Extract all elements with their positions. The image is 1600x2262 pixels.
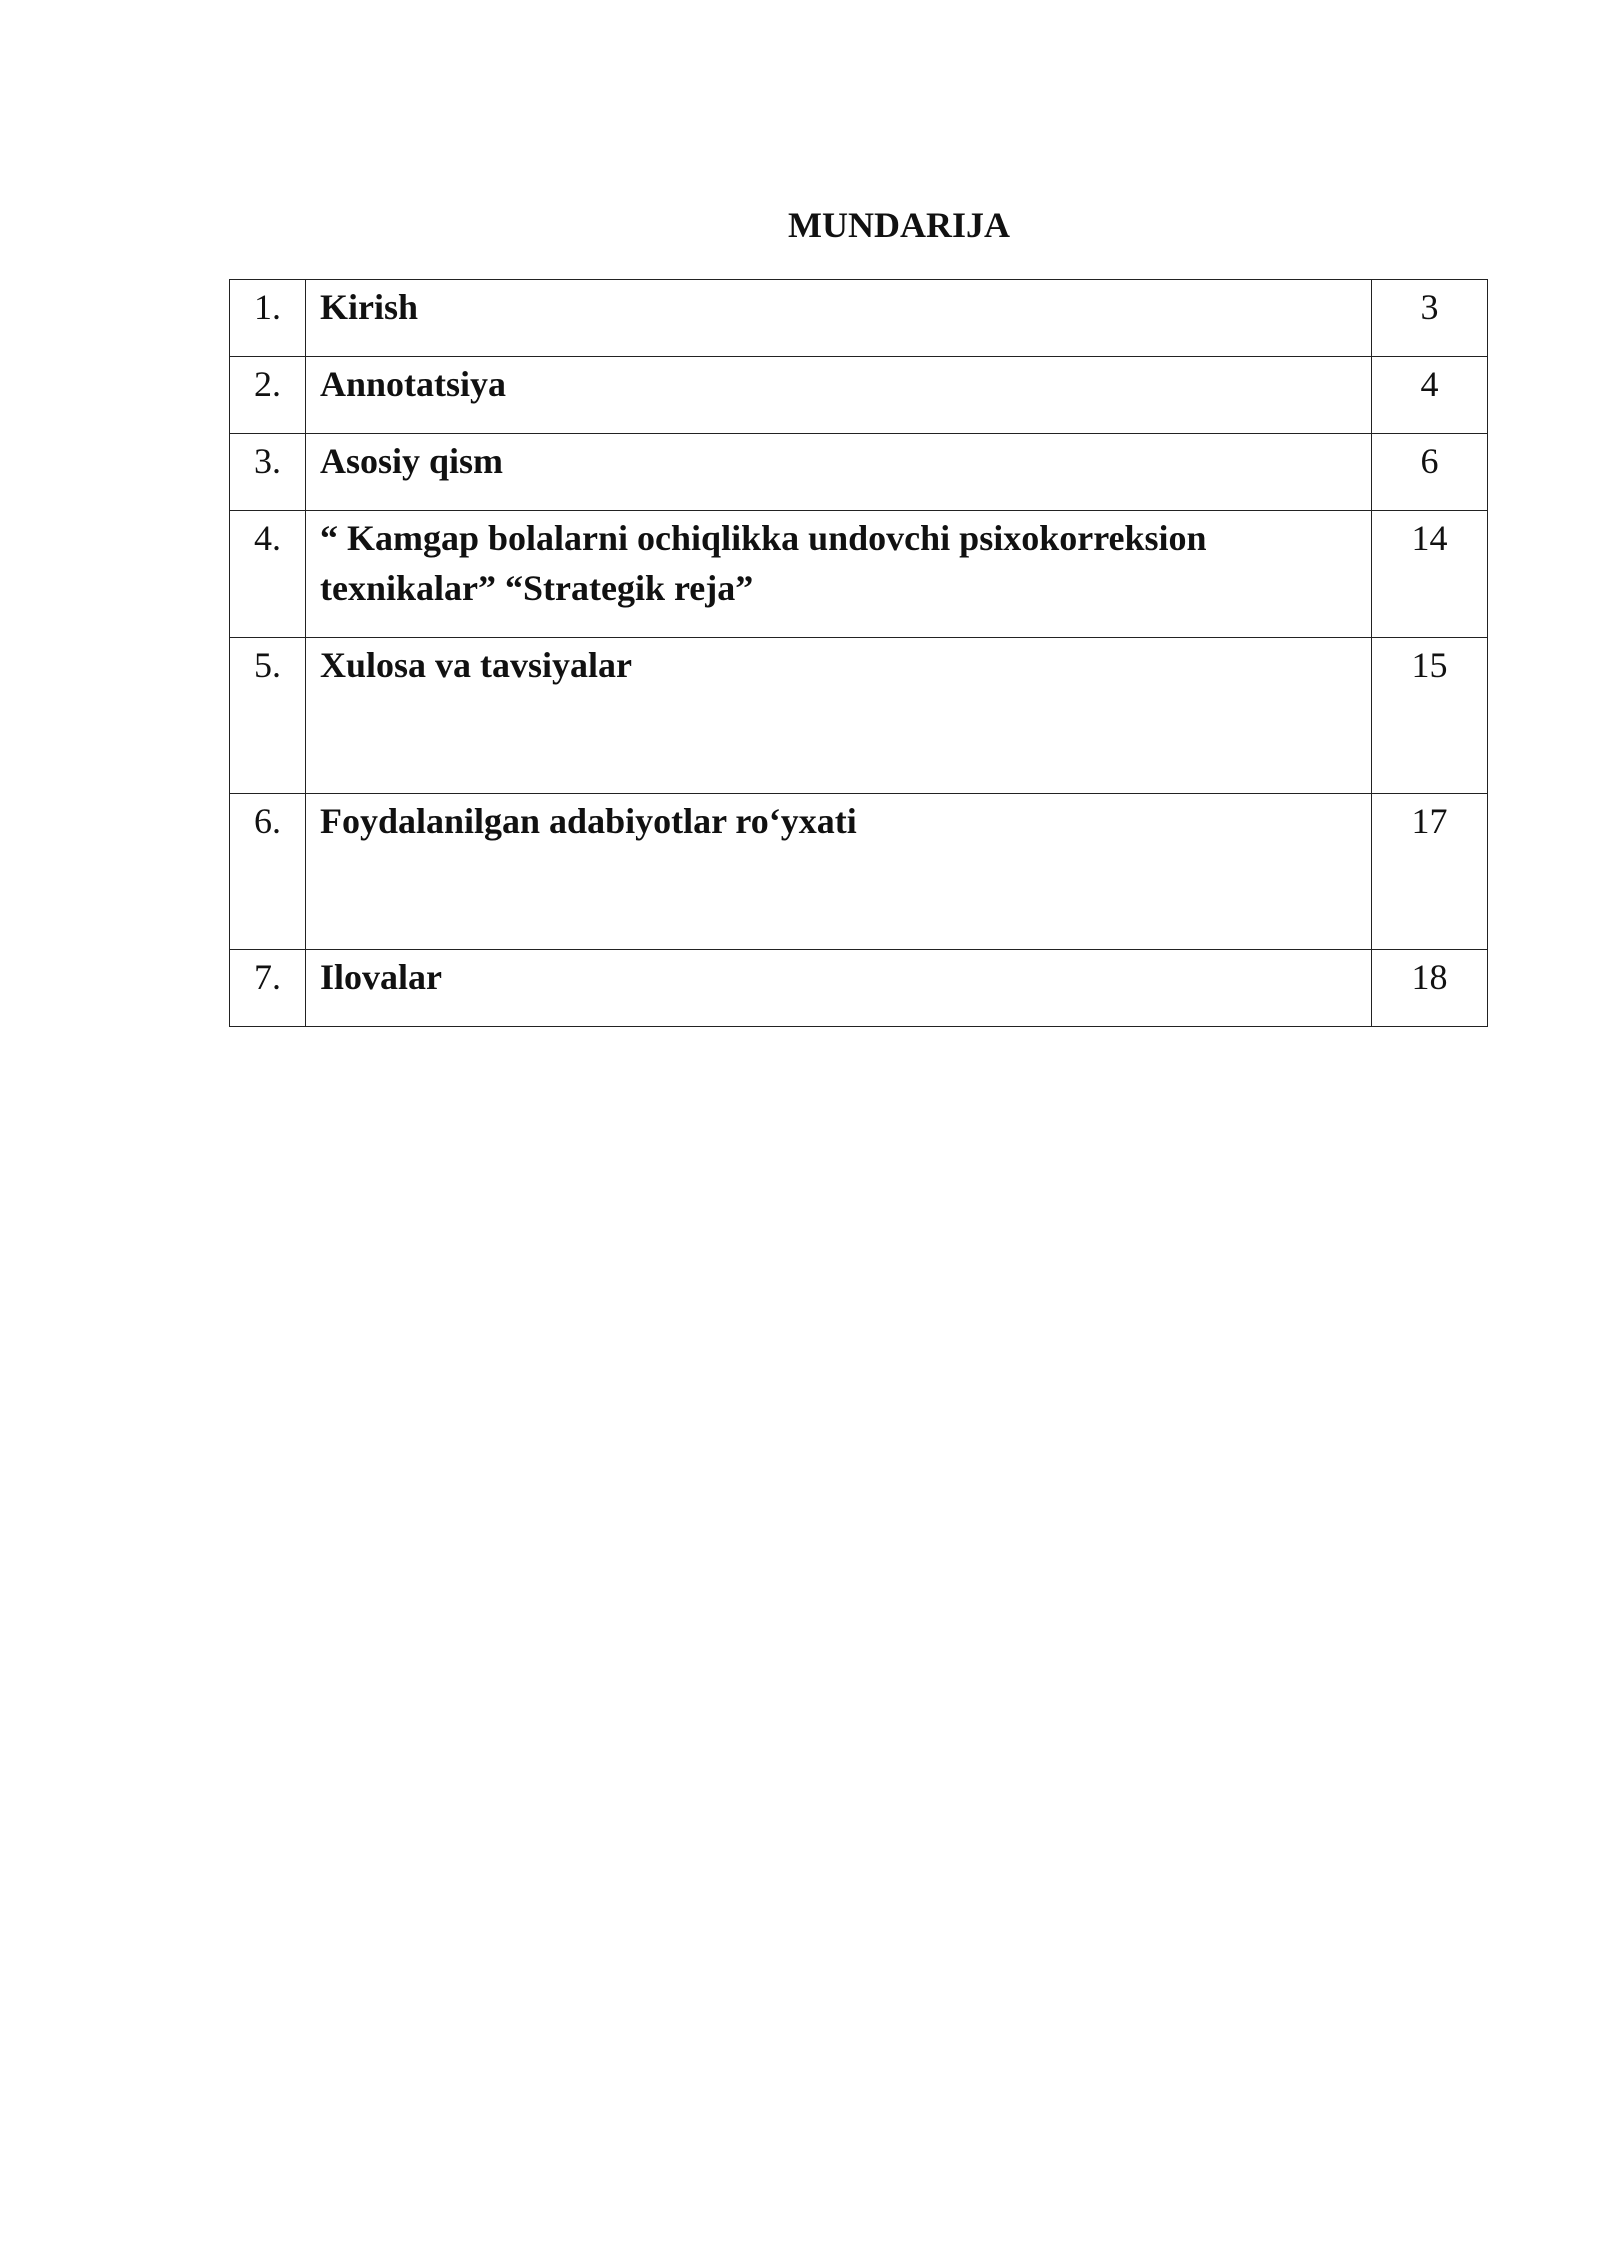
row-page-number: 17	[1372, 794, 1488, 950]
row-page-number: 3	[1372, 280, 1488, 357]
page-title: MUNDARIJA	[788, 205, 1010, 245]
row-number: 2.	[230, 357, 306, 434]
row-number: 5.	[230, 638, 306, 794]
row-number: 1.	[230, 280, 306, 357]
table-row	[230, 950, 1488, 1027]
row-number: 3.	[230, 434, 306, 511]
row-page-number: 6	[1372, 434, 1488, 511]
table-row	[230, 794, 1488, 950]
row-title: Annotatsiya	[306, 357, 1372, 434]
row-title: Foydalanilgan adabiyotlar ro‘yxati	[306, 794, 1372, 950]
row-number: 7.	[230, 950, 306, 1027]
row-number: 6.	[230, 794, 306, 950]
row-page-number: 18	[1372, 950, 1488, 1027]
row-title: Kirish	[306, 280, 1372, 357]
row-page-number: 15	[1372, 638, 1488, 794]
row-title: Asosiy qism	[306, 434, 1372, 511]
row-page-number: 4	[1372, 357, 1488, 434]
table-row	[230, 511, 1488, 638]
row-page-number: 14	[1372, 511, 1488, 638]
table-row	[230, 357, 1488, 434]
row-number: 4.	[230, 511, 306, 638]
table-row	[230, 638, 1488, 794]
table-row	[230, 280, 1488, 357]
table-of-contents	[229, 279, 1488, 1027]
row-title: Ilovalar	[306, 950, 1372, 1027]
table-row	[230, 434, 1488, 511]
row-title: Xulosa va tavsiyalar	[306, 638, 1372, 794]
row-title: “ Kamgap bolalarni ochiqlikka undovchi psixokorreksion texnikalar” “Strategik reja”	[306, 511, 1372, 638]
